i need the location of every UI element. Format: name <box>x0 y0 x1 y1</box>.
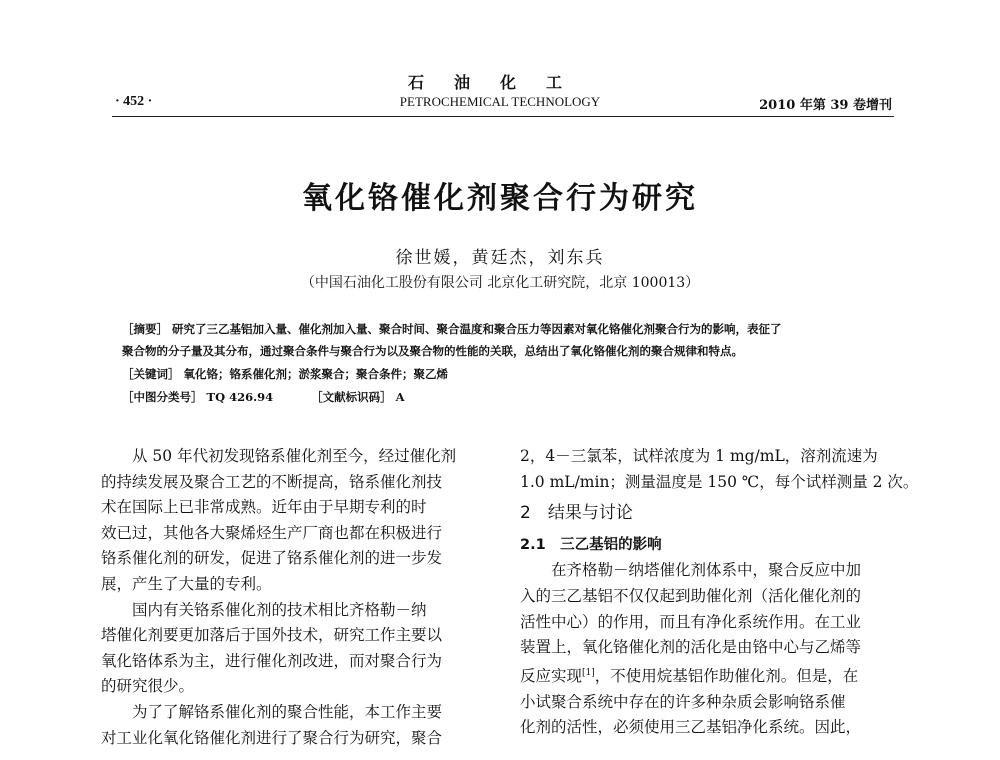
para-line: 展，产生了大量的专利。 <box>101 574 272 593</box>
para-line-with-citation <box>520 661 905 690</box>
para-line: 装置上，氧化铬催化剂的活化是由铬中心与乙烯等 <box>520 638 862 657</box>
para-line: 术在国际上已非常成熟。近年由于早期专利的时 <box>101 498 427 517</box>
class-label: ［中图分类号］ <box>122 390 203 404</box>
abstract-label: ［摘要］ <box>122 322 168 336</box>
doc-value: A <box>395 390 405 404</box>
para-line: 氧化铬体系为主，进行催化剂改进，而对聚合行为 <box>101 651 443 670</box>
para-line: 国内有关铬系催化剂的技术相比齐格勒－纳 <box>132 600 427 619</box>
abstract-text-2: 聚合物的分子量及其分布，通过聚合条件与聚合行为以及聚合物的性能的关联，总结出了氧化铬催化剂的聚合规律和特点。 <box>122 344 743 358</box>
para-line: 的持续发展及聚合工艺的不断提高，铬系催化剂技 <box>101 472 443 491</box>
section-heading: 2 结果与讨论 <box>520 503 633 524</box>
keywords-label: ［关键词］ <box>122 367 180 381</box>
keywords: 氧化铬；铬系催化剂；淤浆聚合；聚合条件；聚乙烯 <box>183 367 449 381</box>
para-line: 的研究很少。 <box>101 677 195 696</box>
keywords-line <box>122 366 448 382</box>
doc-label: ［文献标识码］ <box>311 390 392 404</box>
para-line: 小试聚合系统中存在的许多种杂质会影响铬系催 <box>520 692 846 711</box>
para-line: 化剂的活性，必须使用三乙基铝净化系统。因此， <box>520 718 862 737</box>
page-number: · 452 · <box>115 94 153 109</box>
para-line: 1.0 mL/min；测量温度是 150 ℃，每个试样测量 2 次。 <box>520 472 919 491</box>
journal-name-cn: 石油化工 <box>407 73 592 92</box>
citation-ref[interactable]: [1] <box>582 667 595 678</box>
authors: 徐世媛，黄廷杰，刘东兵 <box>395 248 605 268</box>
abstract-line-1 <box>122 321 782 337</box>
para-line: 对工业化氧化铬催化剂进行了聚合行为研究，聚合 <box>101 728 443 747</box>
para-line: 2，4－三氯苯，试样浓度为 1 mg/mL，溶剂流速为 <box>520 447 878 465</box>
para-line: 在齐格勒－纳塔催化剂体系中，聚合反应中加 <box>551 561 862 580</box>
subsection-heading: 2.1 三乙基铝的影响 <box>520 536 662 553</box>
header-rule <box>112 116 894 117</box>
class-value: TQ 426.94 <box>206 390 274 404</box>
para-line: 活性中心）的作用，而且有净化系统作用。在工业 <box>520 612 862 631</box>
para-line: 效已过，其他各大聚烯烃生产厂商也都在积极进行 <box>101 523 443 542</box>
abstract-line-2 <box>122 343 743 359</box>
para-line: 塔催化剂要更加落后于国外技术，研究工作主要以 <box>101 626 443 645</box>
para-line: 铬系催化剂的研发，促进了铬系催化剂的进一步发 <box>101 549 443 568</box>
para-line: 从 50 年代初发现铬系催化剂至今，经过催化剂 <box>132 447 457 465</box>
journal-name-en: PETROCHEMICAL TECHNOLOGY <box>399 94 601 109</box>
para-line: 入的三乙基铝不仅仅起到助催化剂（活化催化剂的 <box>520 586 862 605</box>
left-column <box>101 444 486 751</box>
right-column <box>520 444 919 741</box>
classification-line <box>122 389 405 405</box>
para-text: 反应实现 <box>520 666 583 685</box>
para-text: ，不使用烷基铝作助催化剂。但是，在 <box>594 666 859 685</box>
affiliation: （中国石油化工股份有限公司 北京化工研究院，北京 100013） <box>300 275 700 291</box>
paper-title: 氧化铬催化剂聚合行为研究 <box>302 181 698 216</box>
abstract-text-1: 研究了三乙基铝加入量、催化剂加入量、聚合时间、聚合温度和聚合压力等因素对氧化铬催化剂聚合行为的影响，表征了 <box>172 322 782 336</box>
issue-info: 2010 年第 39 卷增刊 <box>759 98 892 113</box>
para-line: 为了了解铬系催化剂的聚合性能，本工作主要 <box>132 702 443 721</box>
